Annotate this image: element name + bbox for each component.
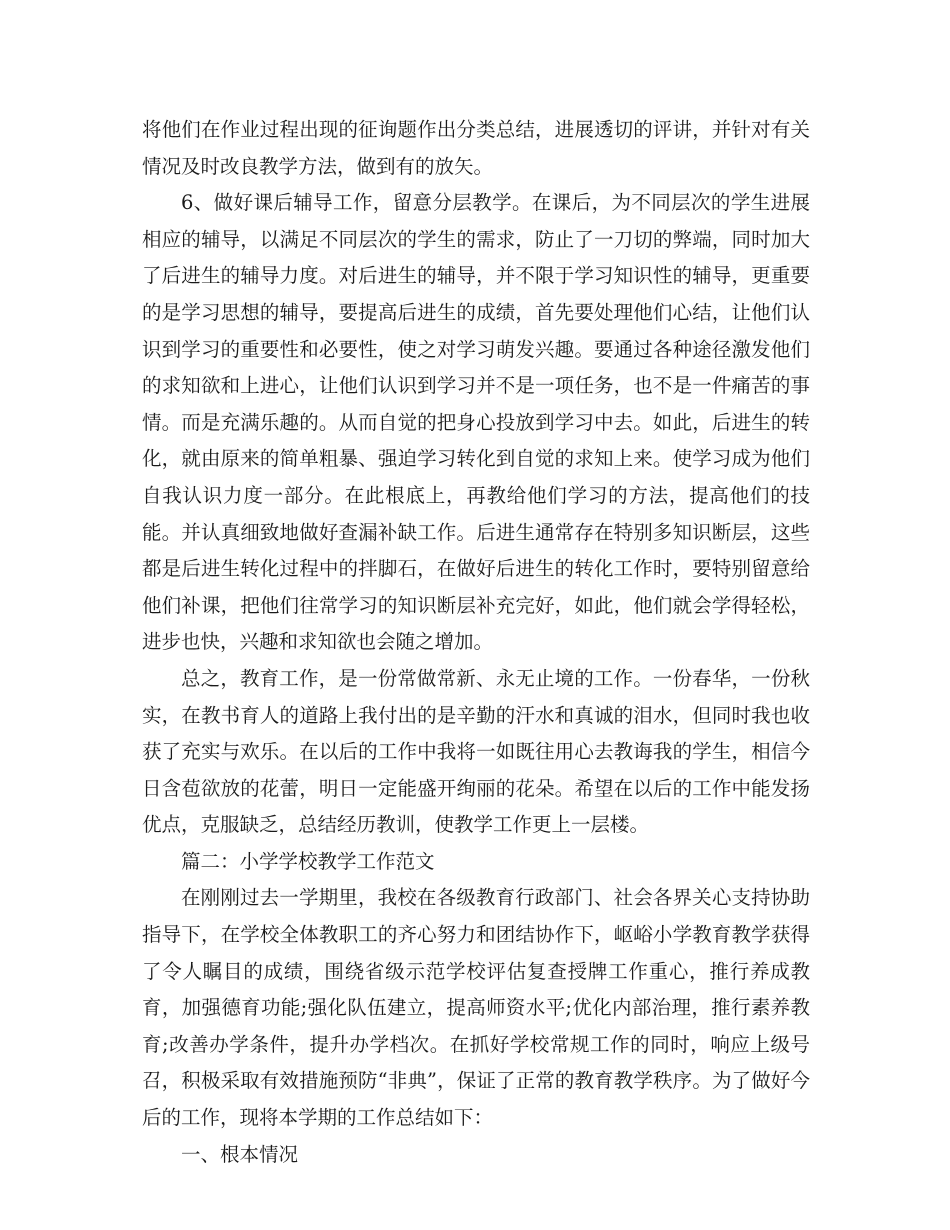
document-body bbox=[142, 112, 810, 1173]
paragraph-part-two-intro: 在刚刚过去一学期里，我校在各级教育行政部门、社会各界关心支持协助指导下，在学校全体教职工的齐心努力和团结协作下，岖峪小学教育教学获得了令人瞩目的成绩，围绕省级示范学校评估复查授牌工作重心，推行养成教育，加强德育功能;强化队伍建立，提高师资水平;优化内部治理，推行素养教育;改善办学条件，提升办学档次。在抓好学校常规工作的同时，响应上级号召，积极采取有效措施预防“非典”，保证了正常的教育教学秩序。为了做好今后的工作，现将本学期的工作总结如下： bbox=[142, 886, 810, 1130]
paragraph-continuation: 将他们在作业过程出现的征询题作出分类总结，进展透切的评讲，并针对有关情况及时改良教学方法，做到有的放矢。 bbox=[142, 118, 810, 178]
paragraph-item-6: 6、做好课后辅导工作，留意分层教学。在课后，为不同层次的学生进展相应的辅导，以满足不同层次的学生的需求，防止了一刀切的弊端，同时加大了后进生的辅导力度。对后进生的辅导，并不限于学习知识性的辅导，更重要的是学习思想的辅导，要提高后进生的成绩，首先要处理他们心结，让他们认识到学习的重要性和必要性，使之对学习萌发兴趣。要通过各种途径激发他们的求知欲和上进心，让他们认识到学习并不是一项任务，也不是一件痛苦的事情。而是充满乐趣的。从而自觉的把身心投放到学习中去。如此，后进生的转化，就由原来的简单粗暴、强迫学习转化到自觉的求知上来。使学习成为他们自我认识力度一部分。在此根底上，再教给他们学习的方法，提高他们的技能。并认真细致地做好查漏补缺工作。后进生通常存在特别多知识断层，这些都是后进生转化过程中的拌脚石，在做好后进生的转化工作时，要特别留意给他们补课，把他们往常学习的知识断层补充完好，如此，他们就会学得轻松，进步也快，兴趣和求知欲也会随之增加。 bbox=[142, 191, 810, 654]
paragraph-conclusion: 总之，教育工作，是一份常做常新、永无止境的工作。一份春华，一份秋实，在教书育人的道路上我付出的是辛勤的汗水和真诚的泪水，但同时我也收获了充实与欢乐。在以后的工作中我将一如既往用心去教诲我的学生，相信今日含苞欲放的花蕾，明日一定能盛开绚丽的花朵。希望在以后的工作中能发扬优点，克服缺乏，总结经历教训，使教学工作更上一层楼。 bbox=[142, 666, 810, 837]
section-heading-part-two: 篇二：小学学校教学工作范文 bbox=[181, 849, 435, 873]
section-heading-basic-situation: 一、根本情况 bbox=[181, 1142, 299, 1166]
